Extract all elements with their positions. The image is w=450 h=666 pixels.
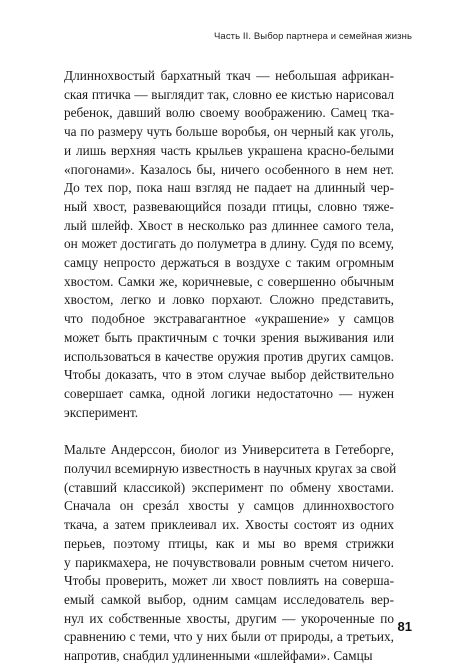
text-line: сравнению с теми, что у них были от природы, а третьих, bbox=[64, 629, 394, 645]
text-line: у парикмахера, не почувствовали ровным счетом ничего. bbox=[64, 554, 394, 570]
text-line: Мальте Андерссон, биолог из Университета в Гетеборге, bbox=[64, 442, 394, 458]
text-line: До тех пор, пока наш взгляд не падает на длинный чер- bbox=[64, 180, 394, 196]
text-line: перьев, поэтому птицы, как и мы во время стрижки bbox=[64, 535, 394, 551]
paragraph bbox=[64, 67, 394, 422]
text-line: (ставший классикой) эксперимент по обмену хвостами. bbox=[64, 479, 394, 495]
text-line: емый самкой выбор, одним самцам исследователь вер- bbox=[64, 591, 394, 607]
text-line: хвостом. Самки же, коричневые, с совершенно обычным bbox=[64, 273, 394, 289]
text-line: Сначала он срезáл хвосты у самцов длиннохвостого bbox=[64, 498, 394, 514]
text-line: получил всемирную известность в научных кругах за свой bbox=[64, 461, 397, 477]
text-line: напротив, снабдил удлиненными «шлейфами». Самцы bbox=[64, 648, 373, 664]
text-line: ребенок, давший волю своему воображению. Самец тка- bbox=[64, 105, 394, 121]
text-line: самцу непросто держаться в воздухе с таким огромным bbox=[64, 255, 394, 271]
body-text bbox=[64, 67, 397, 666]
text-line: может быть практичным с точки зрения выживания или bbox=[64, 329, 394, 345]
text-line: Чтобы проверить, может ли хвост повлиять на соверша- bbox=[64, 573, 394, 589]
running-header: Часть II. Выбор партнера и семейная жизнь bbox=[214, 31, 412, 42]
text-line: он может достигать до полуметра в длину. Судя по всему, bbox=[64, 236, 394, 252]
text-line: «погонами». Казалось бы, ничего особенного в нем нет. bbox=[64, 161, 394, 177]
text-line: и лишь верхняя часть крыльев украшена красно-белыми bbox=[64, 142, 394, 158]
paragraph bbox=[64, 441, 397, 665]
text-line: Длиннохвостый бархатный ткач — небольшая африкан- bbox=[64, 68, 394, 83]
text-line: ская птичка — выглядит так, словно ее кистью нарисовал bbox=[64, 86, 394, 102]
text-line: совершает самка, одной логики недостаточно — нужен bbox=[64, 385, 394, 401]
text-line: хвостом, легко и ловко порхают. Сложно представить, bbox=[64, 292, 394, 308]
paragraph-spacer bbox=[64, 422, 394, 441]
text-line: что подобное экстравагантное «украшение» у самцов bbox=[64, 311, 394, 327]
text-line: нул их собственные хвосты, другим — укороченные по bbox=[64, 610, 394, 626]
text-line: лый шлейф. Хвост в несколько раз длиннее самого тела, bbox=[64, 217, 394, 233]
text-line: ткача, а затем приклеивал их. Хвосты состоят из одних bbox=[64, 517, 394, 533]
text-line: использоваться в качестве оружия против других самцов. bbox=[64, 348, 394, 364]
text-line: ча по размеру чуть больше воробья, он черный как уголь, bbox=[64, 124, 394, 140]
page-number: 81 bbox=[397, 619, 412, 634]
text-line: эксперимент. bbox=[64, 404, 139, 420]
text-line: ный хвост, развевающийся позади птицы, словно тяже- bbox=[64, 198, 394, 214]
text-line: Чтобы доказать, что в этом случае выбор действительно bbox=[64, 367, 394, 383]
